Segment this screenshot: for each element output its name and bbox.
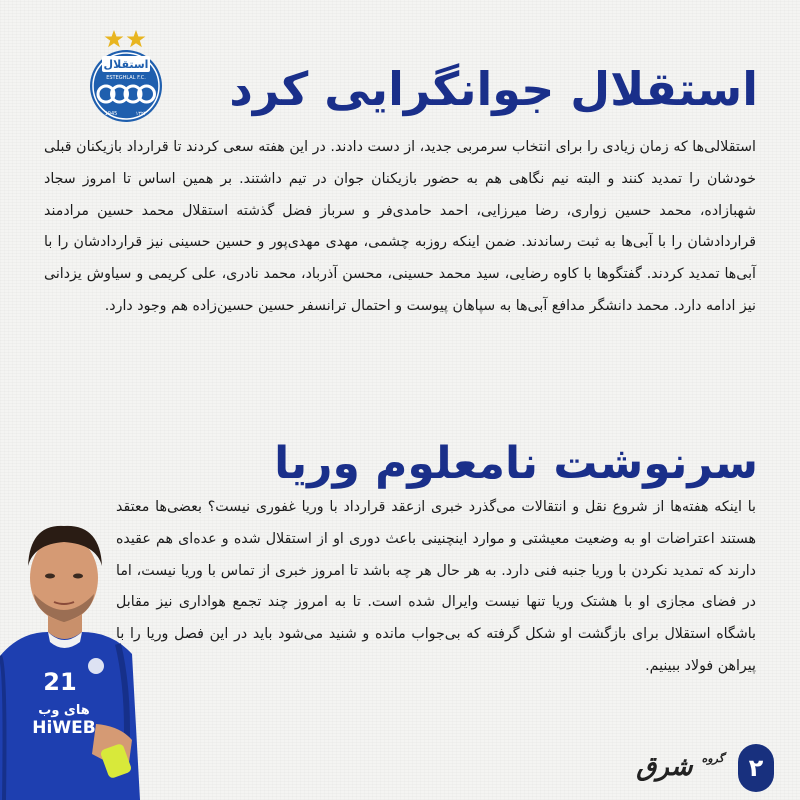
article-1-body: استقلالی‌ها که زمان زیادی را برای انتخاب سرمربی جدید، از دست دادند. در این هفته سعی کردند تا قرارداد بازیکنان قبلی خودشان را تمدید کنند و البته نیم نگاهی هم به حضور بازیکنان جوان در تیم داشتند. بر همین اساس تا امروز سجاد شهبازاده، محمد حسین زواری، رضا میرزایی، احمد حامدی‌فر و سرباز فضل گذشته استقلال محمد حسین مرادمند قراردادشان را با آبی‌ها به ثبت رساندند. ضمن اینکه روزبه چشمی، مهدی مهدی‌پور و حسین حسینی نیز قراردادشان را با آبی‌ها تمدید کردند. گفتگوها با کاوه رضایی، سید محمد حسینی، محسن آذرباد، محمد نادری، علی کریمی و سیاوش یزدانی نیز ادامه دارد. محمد دانشگر مدافع آبی‌ها به سپاهان پیوست و احتمال ترانسفر حسین حسین‌زاده هم وجود دارد.: [44, 139, 756, 314]
logo-year-right: ۱۳۲۴: [135, 111, 147, 117]
article-1-title: استقلال جوانگرایی کرد: [229, 62, 758, 116]
article-2-title: سرنوشت نامعلوم وریا: [274, 438, 758, 489]
shirt-number: 21: [43, 668, 77, 696]
shirt-sponsor-en: HiWEB: [32, 718, 96, 738]
esteghlal-logo-icon: [84, 26, 174, 126]
brand-name: شرق: [636, 752, 693, 782]
logo-wordmark: استقلال: [103, 58, 149, 71]
article-2-body: با اینکه هفته‌ها از شروع نقل و انتقالات می‌گذرد خبری ازعقد قرارداد با وریا غفوری نیست؟ بعضی‌ها معتقد هستند اعتراضات او به وضعیت معیشتی و موارد اینچنینی باعث دوری او از استقلال شده و عده‌ای هم عقیده دارند که تمدید نکردن با وریا جنبه فنی دارد. به هر حال هر چه باشد تا امروز خبری از تماس با وریا نیست، اما در فضای مجازی او با هشتک وریا تنها نیست وایرال شده است. تا به امروز چند تجمع هواداری نیز مقابل باشگاه استقلال برای بازگشت او شکل گرفته که بی‌جواب مانده و شنید می‌شود باید در این فصل وریا را با پیراهن فولاد ببینیم.: [116, 499, 756, 674]
logo-subtitle: ESTEGHLAL F.C.: [106, 75, 146, 81]
brand-small-label: گروه: [701, 752, 724, 765]
page-number-badge: ۲: [738, 744, 774, 792]
player-photo: [0, 514, 150, 800]
brand-wordmark: [636, 752, 724, 782]
logo-year-left: 1945: [104, 111, 118, 117]
shirt-sponsor-fa: های وب: [38, 703, 90, 718]
